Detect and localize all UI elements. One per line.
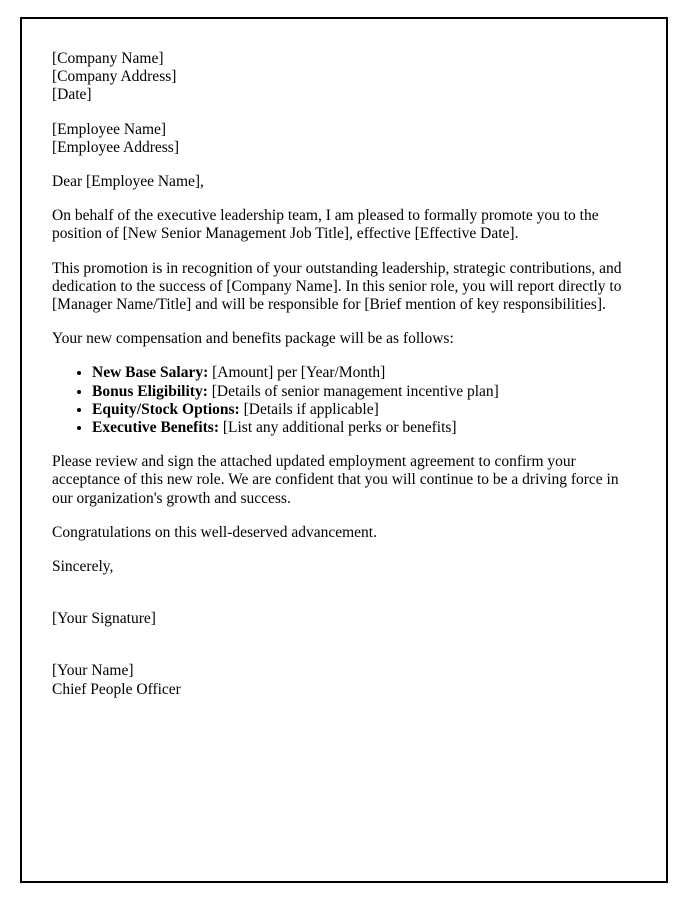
benefit-text: [List any additional perks or benefits] <box>218 419 457 437</box>
benefit-item-executive <box>92 419 634 437</box>
benefit-label: Bonus Eligibility: <box>92 382 208 400</box>
benefit-label: New Base Salary: <box>92 364 209 382</box>
company-address-line: [Company Address] <box>52 68 177 86</box>
benefit-item-equity <box>92 401 634 419</box>
benefit-text: [Amount] per [Year/Month] <box>208 364 386 382</box>
recipient-block <box>52 121 634 157</box>
paragraph-promotion: On behalf of the executive leadership team, I am pleased to formally promote you to the position of [New Senior Management Job Title], effective [Effective Date]. <box>52 207 599 243</box>
paragraph-review: Please review and sign the attached updated employment agreement to confirm your acceptance of this new role. We are confident that you will continue to be a driving force in our organization's growth and success. <box>52 453 619 507</box>
sign-off: Sincerely, <box>52 558 114 576</box>
paragraph-compensation-intro: Your new compensation and benefits package will be as follows: <box>52 330 454 348</box>
benefit-item-salary <box>92 364 634 382</box>
benefits-list <box>52 364 634 437</box>
benefit-item-bonus <box>92 383 634 401</box>
paragraph-recognition: This promotion is in recognition of your outstanding leadership, strategic contributions, and dedication to the success of [Company Name]. In this senior role, you will report directly to [Manager Name/Title] and will be responsible for [Brief mention of key responsibilities]. <box>52 259 622 314</box>
date-line: [Date] <box>52 86 92 104</box>
salutation: Dear [Employee Name], <box>52 173 204 191</box>
signer-name-line: [Your Name] <box>52 662 134 680</box>
employee-name-line: [Employee Name] <box>52 120 167 138</box>
signer-title-line: Chief People Officer <box>52 680 181 698</box>
signer-block <box>52 662 634 698</box>
employee-address-line: [Employee Address] <box>52 138 179 156</box>
company-name-line: [Company Name] <box>52 50 164 67</box>
benefit-text: [Details of senior management incentive plan] <box>207 382 499 400</box>
letter-page <box>20 17 668 883</box>
signature-placeholder: [Your Signature] <box>52 610 156 628</box>
benefit-label: Executive Benefits: <box>92 419 219 437</box>
benefit-label: Equity/Stock Options: <box>92 400 240 418</box>
benefit-text: [Details if applicable] <box>239 400 379 418</box>
sender-header <box>52 50 634 105</box>
paragraph-congratulations: Congratulations on this well-deserved advancement. <box>52 523 377 541</box>
